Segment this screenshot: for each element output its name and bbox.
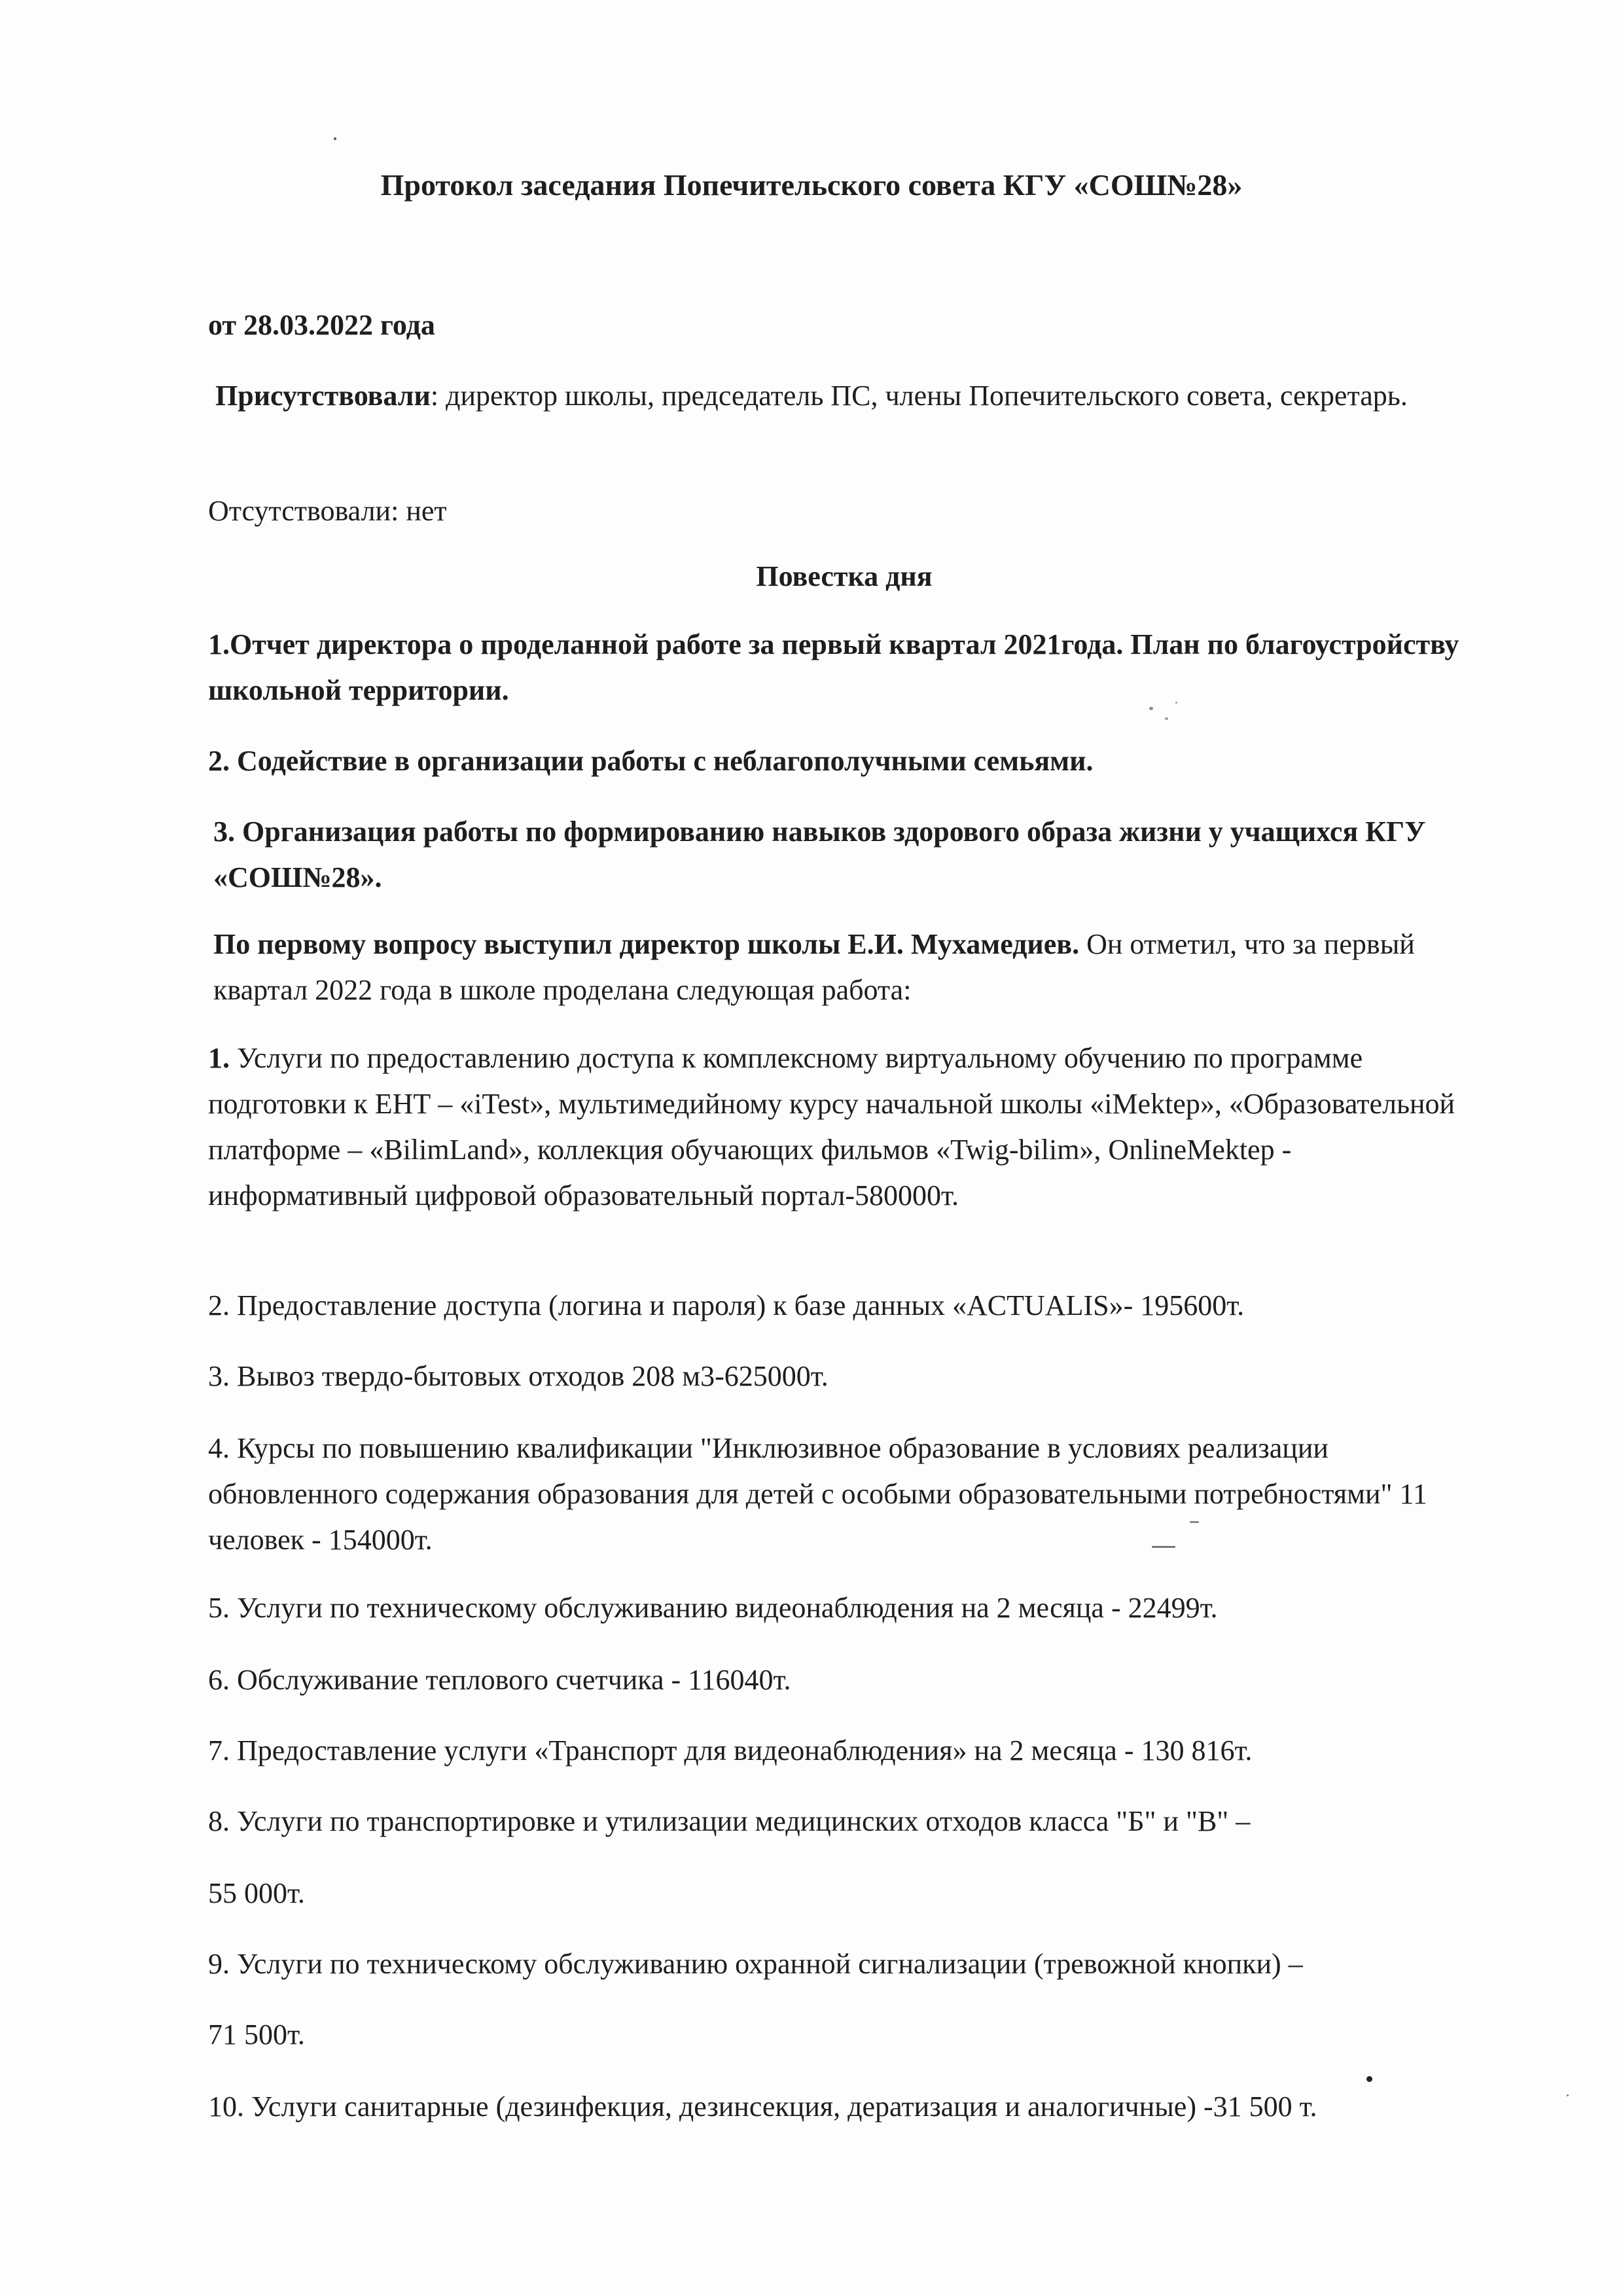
present-label: Присутствовали <box>215 380 431 412</box>
item-2: 2. Предоставление доступа (логина и пароля) к базе данных «ACTUALIS»- 195600т. <box>208 1289 1245 1321</box>
item-9-continuation: 71 500т. <box>208 2018 305 2051</box>
item-1-number: 1. <box>208 1042 230 1074</box>
item-8: 8. Услуги по транспортировке и утилизации медицинских отходов класса "Б" и "В" – <box>208 1805 1251 1837</box>
scan-speck <box>1567 2094 1569 2096</box>
agenda-item-2: 2. Содействие в организации работы с неблагополучными семьями. <box>208 745 1094 777</box>
agenda-item-1: 1.Отчет директора о проделанной работе за первый квартал 2021года. План по благоустройству школьной территории. <box>208 628 1459 706</box>
item-4: 4. Курсы по повышению квалификации "Инклюзивное образование в условиях реализации обновленного содержания образования для детей с особыми образовательными потребностями" 11 человек - 154000т. <box>208 1432 1427 1556</box>
scan-speck <box>1190 1521 1199 1523</box>
present-text: : директор школы, председатель ПС, члены Попечительского совета, секретарь. <box>430 380 1408 412</box>
scan-speck <box>1165 717 1168 720</box>
scan-speck <box>1152 1546 1175 1548</box>
item-1-text: Услуги по предоставлению доступа к комплексному виртуальному обучению по программе подготовки к ЕНТ – «iTest», мультимедийному курсу начальной школы «iMektep», «Образовательной платформе – «BilimLand», коллекция обучающих фильмов «Twig-bilim», OnlineMektep - информативный цифровой образовательный портал-580000т. <box>208 1042 1455 1211</box>
item-3: 3. Вывоз твердо-бытовых отходов 208 м3-625000т. <box>208 1360 829 1392</box>
scan-speck <box>1366 2076 1372 2082</box>
document-date: от 28.03.2022 года <box>208 309 435 341</box>
item-9: 9. Услуги по техническому обслуживанию охранной сигнализации (тревожной кнопки) – <box>208 1948 1303 1980</box>
scan-speck <box>334 137 336 140</box>
speaker-rest: Он отметил, что за первый квартал 2022 года в школе проделана следующая работа: <box>213 928 1415 1006</box>
document-title: Протокол заседания Попечительского совета КГУ «СОШ№28» <box>380 168 1243 202</box>
agenda-heading: Повестка дня <box>756 560 933 592</box>
item-8-continuation: 55 000т. <box>208 1877 305 1909</box>
present-paragraph <box>208 373 1491 419</box>
absent-line: Отсутствовали: нет <box>208 495 447 527</box>
item-1 <box>208 1035 1491 1219</box>
item-6: 6. Обслуживание теплового счетчика - 116040т. <box>208 1664 791 1696</box>
speaker-paragraph <box>213 922 1496 1013</box>
item-10: 10. Услуги санитарные (дезинфекция, дезинсекция, дератизация и аналогичные) -31 500 т. <box>208 2090 1317 2123</box>
scan-speck <box>1149 707 1153 710</box>
speaker-bold: По первому вопросу выступил директор школы Е.И. Мухамедиев. <box>213 928 1080 960</box>
agenda-item-3: 3. Организация работы по формированию навыков здорового образа жизни у учащихся КГУ «СОШ№28». <box>213 816 1426 893</box>
item-7: 7. Предоставление услуги «Транспорт для видеонаблюдения» на 2 месяца - 130 816т. <box>208 1734 1253 1767</box>
item-5: 5. Услуги по техническому обслуживанию видеонаблюдения на 2 месяца - 22499т. <box>208 1592 1218 1624</box>
scan-speck <box>1175 702 1177 704</box>
